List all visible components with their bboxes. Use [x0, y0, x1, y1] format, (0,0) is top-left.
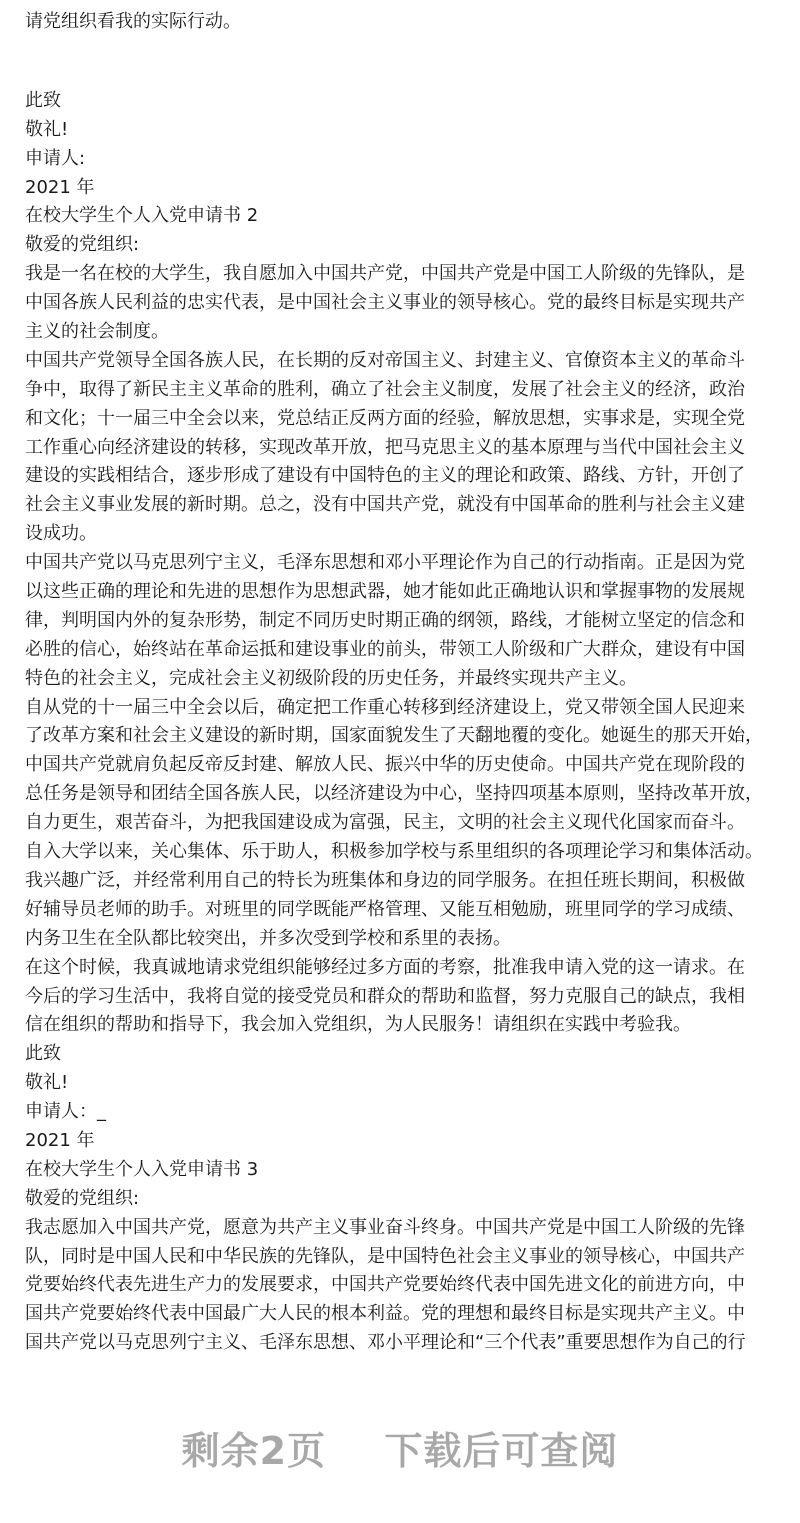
text-line: 以这些正确的理论和先进的思想作为思想武器，她才能如此正确地认识和掌握事物的发展规	[25, 581, 745, 603]
text-line: 主义的社会制度。	[25, 321, 169, 343]
text-line: 在校大学生个人入党申请书 2	[25, 205, 259, 227]
text-line: 工作重心向经济建设的转移，实现改革开放，把马克思主义的基本原理与当代中国社会主义	[25, 436, 745, 458]
text-line: 2021 年	[25, 176, 95, 198]
text-line: 中国各族人民利益的忠实代表，是中国社会主义事业的领导核心。党的最终目标是实现共产	[25, 292, 745, 314]
text-line: 党要始终代表先进生产力的发展要求，中国共产党要始终代表中国先进文化的前进方向，中	[25, 1274, 745, 1296]
download-prompt[interactable]	[0, 1420, 800, 1475]
text-line: 国共产党要始终代表中国最广大人民的根本利益。党的理想和最终目标是实现共产主义。中	[25, 1303, 745, 1325]
text-line: 自从党的十一届三中全会以后，确定把工作重心转移到经济建设上，党又带领全国人民迎来	[25, 696, 745, 718]
blank-gap	[25, 37, 763, 87]
text-line: 在这个时候，我真诚地请求党组织能够经过多方面的考察，批准我申请入党的这一请求。在	[25, 956, 745, 978]
text-line: 敬礼!	[25, 1072, 69, 1094]
text-line: 此致	[25, 89, 61, 111]
text-line: 自入大学以来，关心集体、乐于助人，积极参加学校与系里组织的各项理论学习和集体活动。	[25, 841, 763, 863]
text-line: 中国共产党就肩负起反帝反封建、解放人民、振兴中华的历史使命。中国共产党在现阶段的	[25, 754, 745, 776]
text-line: 在校大学生个人入党申请书 3	[25, 1158, 259, 1180]
text-line: 内务卫生在全队都比较突出，并多次受到学校和系里的表扬。	[25, 927, 511, 949]
text-line: 申请人:	[25, 147, 86, 169]
text-line: 敬爱的党组织:	[25, 234, 140, 256]
text-line: 信在组织的帮助和指导下，我会加入党组织，为人民服务！请组织在实践中考验我。	[25, 1014, 691, 1036]
text-line: 好辅导员老师的助手。对班里的同学既能严格管理、又能互相勉励，班里同学的学习成绩、	[25, 898, 745, 920]
text-line: 总任务是领导和团结全国各族人民，以经济建设为中心，坚持四项基本原则，坚持改革开放，	[25, 783, 763, 805]
document-top-lines	[25, 8, 763, 37]
text-line: 律，判明国内外的复杂形势，制定不同历史时期正确的纲领，路线，才能树立坚定的信念和	[25, 609, 745, 631]
remaining-pages-text: 剩余2页	[181, 1429, 327, 1473]
document-lines	[25, 87, 763, 1358]
text-line: 必胜的信心，始终站在革命运抵和建设事业的前头，带领工人阶级和广大群众，建设有中国	[25, 638, 745, 660]
text-line: 申请人：_	[25, 1101, 106, 1123]
text-line: 中国共产党以马克思列宁主义，毛泽东思想和邓小平理论作为自己的行动指南。正是因为党	[25, 552, 745, 574]
download-to-view-text[interactable]: 下载后可查阅	[384, 1429, 619, 1473]
text-line: 2021 年	[25, 1129, 95, 1151]
text-line: 中国共产党领导全国各族人民，在长期的反对帝国主义、封建主义、官僚资本主义的革命斗	[25, 349, 745, 371]
text-line: 国共产党以马克思列宁主义、毛泽东思想、邓小平理论和“三个代表”重要思想作为自己的行	[25, 1332, 746, 1354]
text-line: 特色的社会主义，完成社会主义初级阶段的历史任务，并最终实现共产主义。	[25, 667, 637, 689]
text-line: 此致	[25, 1043, 61, 1065]
text-line: 了改革方案和社会主义建设的新时期，国家面貌发生了天翻地覆的变化。她诞生的那天开始，	[25, 725, 763, 747]
text-line: 我是一名在校的大学生，我自愿加入中国共产党，中国共产党是中国工人阶级的先锋队，是	[25, 263, 745, 285]
text-line: 自力更生，艰苦奋斗，为把我国建设成为富强，民主，文明的社会主义现代化国家而奋斗。	[25, 812, 745, 834]
text-line: 敬爱的党组织:	[25, 1187, 140, 1209]
text-line: 争中，取得了新民主主义革命的胜利，确立了社会主义制度，发展了社会主义的经济，政治	[25, 378, 745, 400]
text-line: 队，同时是中国人民和中华民族的先锋队，是中国特色社会主义事业的领导核心，中国共产	[25, 1245, 745, 1267]
text-line: 社会主义事业发展的新时期。总之，没有中国共产党，就没有中国革命的胜利与社会主义建	[25, 494, 745, 516]
text-line: 敬礼!	[25, 118, 69, 140]
text-line: 我兴趣广泛，并经常利用自己的特长为班集体和身边的同学服务。在担任班长期间，积极做	[25, 869, 745, 891]
text-line: 设成功。	[25, 523, 97, 545]
text-line: 请党组织看我的实际行动。	[25, 11, 241, 32]
text-line: 和文化；十一届三中全会以来，党总结正反两方面的经验，解放思想，实事求是，实现全党	[25, 407, 745, 429]
text-line: 建设的实践相结合，逐步形成了建设有中国特色的主义的理论和政策、路线、方针，开创了	[25, 465, 745, 487]
text-line: 我志愿加入中国共产党，愿意为共产主义事业奋斗终身。中国共产党是中国工人阶级的先锋	[25, 1216, 745, 1238]
document-body	[25, 8, 763, 1358]
text-line: 今后的学习生活中，我将自觉的接受党员和群众的帮助和监督，努力克服自己的缺点，我相	[25, 985, 745, 1007]
